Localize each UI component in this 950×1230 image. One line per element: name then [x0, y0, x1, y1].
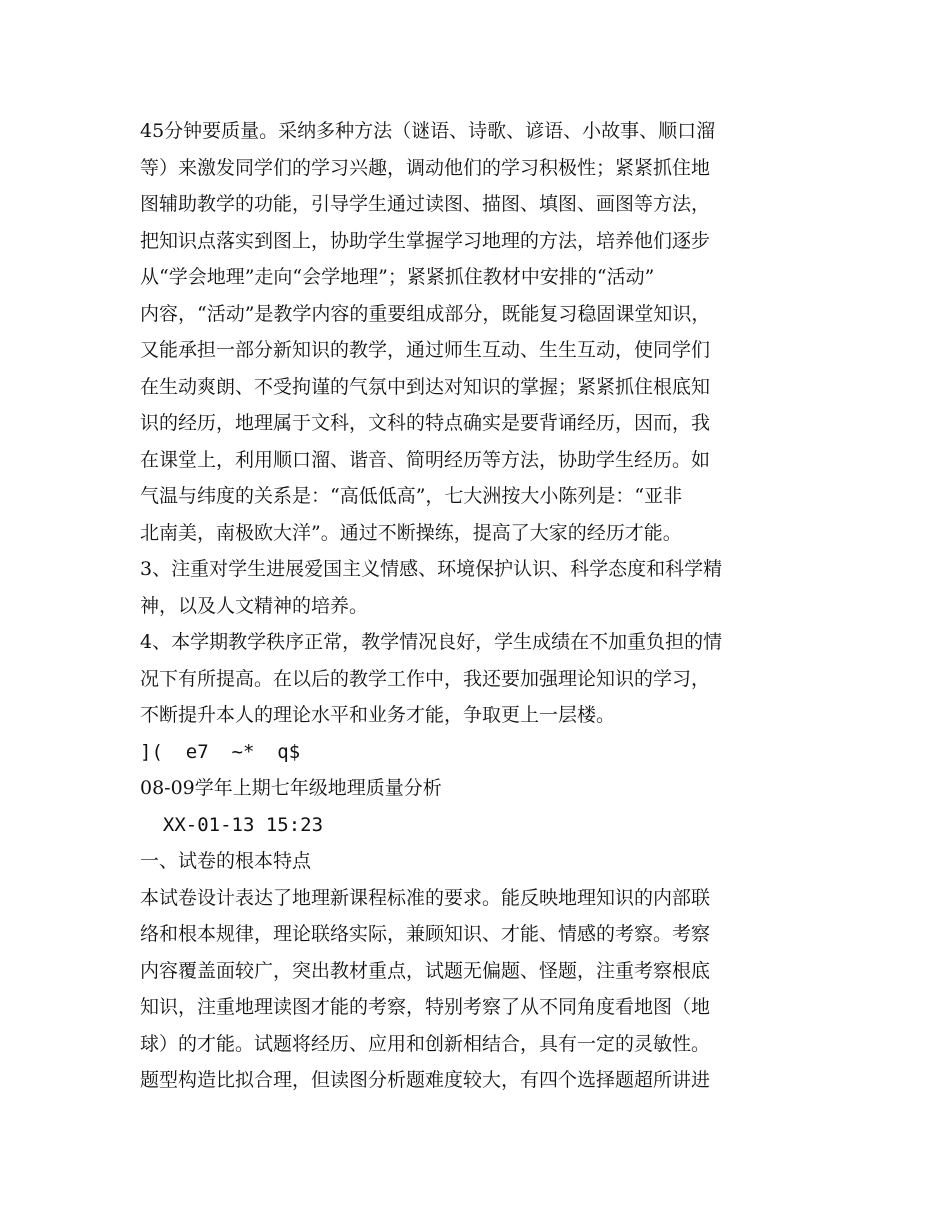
- text-line: 气温与纬度的关系是：“高低低高”，七大洲按大小陈列是：“亚非: [140, 485, 683, 507]
- article-timestamp: XX-01-13 15:23: [140, 813, 324, 836]
- text-line: 本试卷设计表达了地理新课程标准的要求。能反映地理知识的内部联: [140, 886, 711, 909]
- text-line: 等）来激发同学们的学习兴趣，调动他们的学习积极性；紧紧抓住地: [140, 156, 711, 179]
- text-line: 内容，“活动”是教学内容的重要组成部分，既能复习稳固课堂知识，: [140, 302, 711, 325]
- garbled-text-line: ]( e7 ~* q$: [140, 740, 301, 763]
- text-line: 题型构造比拟合理，但读图分析题难度较大，有四个选择题超所讲进: [140, 1069, 711, 1091]
- text-line: 北南美，南极欧大洋”。通过不断操练，提高了大家的经历才能。: [140, 521, 682, 544]
- text-line: 图辅助教学的功能，引导学生通过读图、描图、填图、画图等方法，: [140, 193, 711, 215]
- text-line: 球）的才能。试题将经历、应用和创新相结合，具有一定的灵敏性。: [140, 1032, 711, 1055]
- text-line: 不断提升本人的理论水平和业务才能，争取更上一层楼。: [140, 704, 616, 726]
- text-line: 知识，注重地理读图才能的考察，特别考察了从不同角度看地图（地: [140, 996, 711, 1018]
- text-line: 在生动爽朗、不受拘谨的气氛中到达对知识的掌握；紧紧抓住根底知: [140, 375, 711, 398]
- text-line: 络和根本规律，理论联络实际，兼顾知识、才能、情感的考察。考察: [140, 923, 711, 945]
- text-line: 识的经历，地理属于文科，文科的特点确实是要背诵经历，因而，我: [140, 412, 711, 434]
- text-line: 在课堂上，利用顺口溜、谐音、简明经历等方法，协助学生经历。如: [140, 448, 711, 471]
- text-line: 把知识点落实到图上，协助学生掌握学习地理的方法，培养他们逐步: [140, 229, 711, 252]
- text-line: 又能承担一部分新知识的教学，通过师生互动、生生互动，使同学们: [140, 339, 711, 361]
- article-title: 08-09学年上期七年级地理质量分析: [140, 777, 442, 799]
- document-body: [140, 113, 840, 1099]
- text-line: 况下有所提高。在以后的教学工作中，我还要加强理论知识的学习，: [140, 667, 711, 690]
- list-item-4: 4、本学期教学秩序正常，教学情况良好，学生成绩在不加重负担的情: [140, 631, 723, 653]
- section-heading: 一、试卷的根本特点: [140, 850, 312, 872]
- list-item-3: 3、注重对学生进展爱国主义情感、环境保护认识、科学态度和科学精: [140, 558, 723, 580]
- text-line: 45分钟要质量。采纳多种方法（谜语、诗歌、谚语、小故事、顺口溜: [140, 120, 716, 142]
- text-line: 神，以及人文精神的培养。: [140, 594, 369, 617]
- text-line: 内容覆盖面较广，突出教材重点，试题无偏题、怪题，注重考察根底: [140, 959, 711, 982]
- text-line: 从“学会地理”走向“会学地理”；紧紧抓住教材中安排的“活动”: [140, 266, 655, 288]
